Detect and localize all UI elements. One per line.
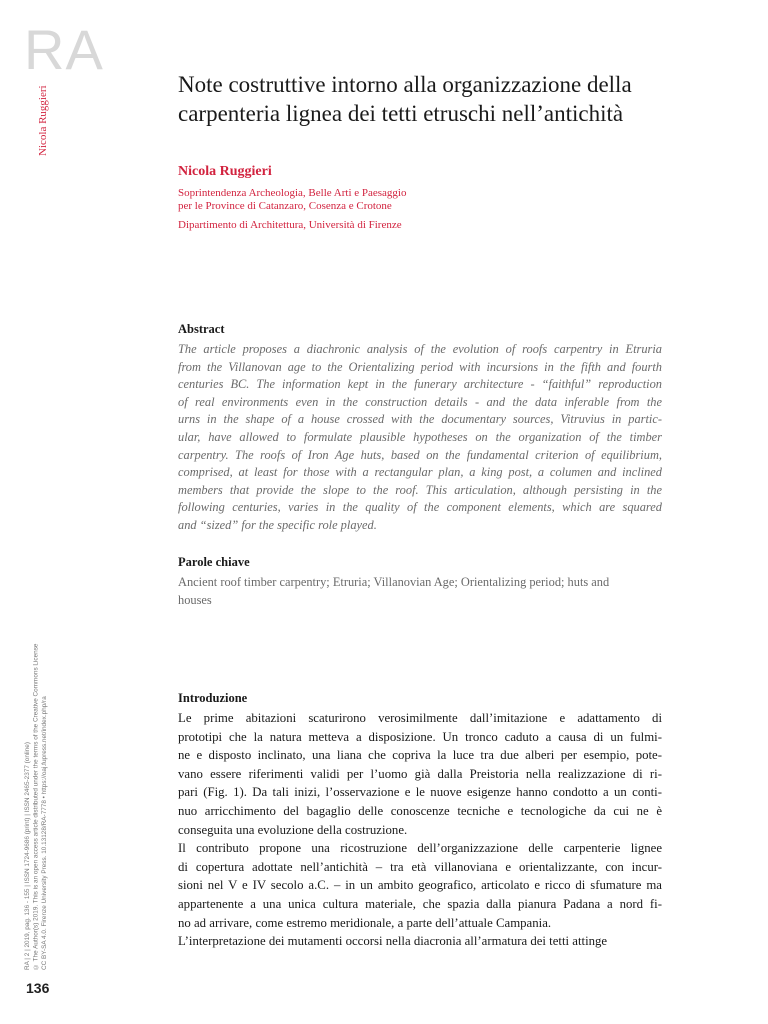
text-line: no ad arrivare, come estremo meridionale, a parte dell’attuale Campania. bbox=[178, 915, 552, 930]
text-line: following centuries, varies in the quality of the component elements, which are squared bbox=[178, 500, 662, 515]
running-author: Nicola Ruggieri bbox=[37, 85, 49, 156]
text-line: centuries BC. The information kept in the funerary architecture - “faithful” reproduction bbox=[178, 377, 662, 392]
text-line: from the Villanovan age to the Orientalizing period with incursions in the fifth and fourth bbox=[178, 359, 662, 374]
abstract-heading: Abstract bbox=[178, 322, 225, 336]
legal-notice bbox=[24, 560, 50, 970]
text-line: Ancient roof timber carpentry; Etruria; Villanovian Age; Orientalizing period; huts and bbox=[178, 575, 610, 589]
text-line: pari (Fig. 1). Da tali inizi, l’osservazione e le nuove esigenze hanno condotto a un conti- bbox=[178, 785, 662, 800]
affiliation-line: Dipartimento di Architettura, Università di Firenze bbox=[178, 219, 402, 231]
legal-line: CC BY-SA 4.0. Firenze University Press. 10.13128/RA-7778 • https://oaj.fupress.net/index.php/ra bbox=[41, 696, 48, 970]
text-line: vano essere riferimenti validi per l’uomo già dalla Preistoria nella realizzazione di ri- bbox=[178, 766, 662, 781]
affiliation-line: per le Province di Catanzaro, Cosenza e Crotone bbox=[178, 200, 392, 212]
text-line: members that provide the slope to the roof. This articulation, although persisting in the bbox=[178, 482, 662, 497]
article-author: Nicola Ruggieri bbox=[178, 164, 272, 179]
text-line: The article proposes a diachronic analysis of the evolution of roofs carpentry in Etruria bbox=[178, 342, 662, 356]
abstract-body bbox=[178, 341, 662, 535]
journal-logo: RA bbox=[24, 18, 104, 81]
page-number: 136 bbox=[26, 980, 50, 996]
affiliation-2 bbox=[178, 219, 648, 232]
text-line: comprised, at least for those with a rectangular plan, a king post, a columen and inclined bbox=[178, 465, 662, 480]
text-line: sioni nel V e IV secolo a.C. – in un ambito geografico, articolato e ricco di sfumature ma bbox=[178, 878, 662, 893]
text-line: appartenente a una unica cultura materiale, che spazia dalla pianura Padana a nord fi- bbox=[178, 896, 662, 911]
keywords-heading: Parole chiave bbox=[178, 555, 250, 569]
text-line: di copertura adottate nell’antichità – tra età villanoviana e orientalizzante, con incur- bbox=[178, 859, 662, 874]
keywords-body bbox=[178, 573, 662, 609]
article-title: Note costruttive intorno alla organizzazione della carpenteria lignea dei tetti etruschi nell’antichità bbox=[178, 72, 632, 126]
text-line: houses bbox=[178, 593, 212, 607]
affiliation-1 bbox=[178, 187, 648, 213]
text-line: and “sized” for the specific role played. bbox=[178, 517, 377, 532]
legal-line: RA | 2 | 2019, pag. 136 - 155 | ISSN 1724-9686 (print) | ISSN 2465-2377 (online) bbox=[24, 742, 31, 970]
text-line: of real environments even in the construction details - and the data inferable from the bbox=[178, 394, 662, 409]
introduction-heading: Introduzione bbox=[178, 691, 248, 705]
text-line: Il contributo propone una ricostruzione dell’organizzazione delle carpenterie lignee bbox=[178, 841, 662, 856]
text-line: carpentry. The roofs of Iron Age huts, based on the fundamental criterion of equilibrium, bbox=[178, 447, 662, 462]
text-line: L’interpretazione dei mutamenti occorsi nella diacronia all’armatura dei tetti attinge bbox=[178, 934, 608, 949]
text-line: Le prime abitazioni scaturirono verosimilmente dall’imitazione e adattamento di bbox=[178, 711, 662, 725]
affiliation-line: Soprintendenza Archeologia, Belle Arti e Paesaggio bbox=[178, 187, 407, 199]
text-line: prototipi che la natura metteva a disposizione. Un tronco caduto a causa di un fulmi- bbox=[178, 729, 662, 744]
text-line: conseguita una evoluzione della costruzione. bbox=[178, 822, 408, 837]
text-line: ular, have allowed to formulate plausible hypotheses on the organization of the timber bbox=[178, 429, 662, 444]
introduction-body bbox=[178, 709, 662, 951]
text-line: nuo arricchimento del bagaglio delle conoscenze tecniche e tecnologiche da cui ne è bbox=[178, 803, 662, 818]
text-line: urns in the shape of a house crossed with the documentary sources, Vitruvius in partic- bbox=[178, 412, 662, 427]
legal-line: © The Author(s) 2019. This is an open access article distributed under the terms of the Creative Commons License bbox=[32, 643, 40, 970]
text-line: ne e disposto inclinato, una liana che copriva la luce tra due alberi per esempio, pote- bbox=[178, 748, 662, 763]
